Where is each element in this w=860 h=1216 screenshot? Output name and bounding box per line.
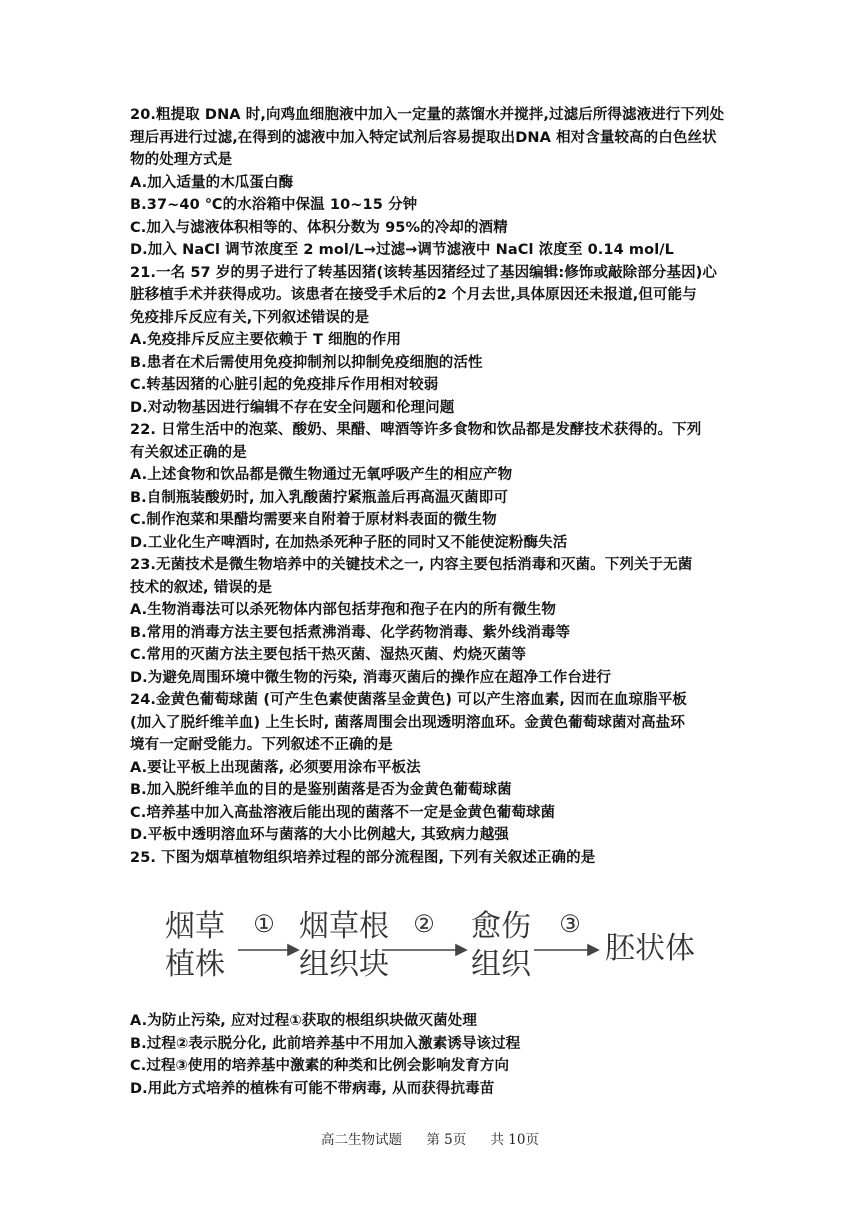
option-b: B.自制瓶装酸奶时, 加入乳酸菌拧紧瓶盖后再高温灭菌即可 bbox=[130, 489, 508, 506]
question-stem-line: 技术的叙述, 错误的是 bbox=[130, 579, 273, 596]
option-d: D.用此方式培养的植株有可能不带病毒, 从而获得抗毒苗 bbox=[130, 1080, 495, 1097]
question-stem-line: 24.金黄色葡萄球菌 (可产生色素使菌落呈金黄色) 可以产生溶血素, 因而在血琼脂平板 bbox=[130, 692, 687, 708]
option-d: D.平板中透明溶血环与菌落的大小比例越大, 其致病力越强 bbox=[130, 827, 509, 843]
flow-node-tobacco-plant bbox=[160, 908, 230, 984]
question-stem-line: 21.一名 57 岁的男子进行了转基因猪(该转基因猪经过了基因编辑:修饰或敲除部分基因)心 bbox=[130, 264, 718, 281]
option-d: D.对动物基因进行编辑不存在安全问题和伦理问题 bbox=[130, 399, 455, 416]
question-list bbox=[130, 104, 730, 869]
option-b: B.过程②表示脱分化, 此前培养基中不用加入激素诱导该过程 bbox=[130, 1035, 521, 1052]
footer-total-pages: 共 10页 bbox=[490, 1132, 539, 1148]
question-stem-line: 22. 日常生活中的泡菜、酸奶、果醋、啤酒等许多食物和饮品都是发酵技术获得的。下列 bbox=[130, 422, 702, 438]
option-a: A.免疫排斥反应主要依赖于 T 细胞的作用 bbox=[130, 332, 402, 348]
question-stem-line: 23.无菌技术是微生物培养中的关键技术之一, 内容主要包括消毒和灭菌。下列关于无菌 bbox=[130, 557, 693, 573]
option-c: C.加入与滤液体积相等的、体积分数为 95%的冷却的酒精 bbox=[130, 219, 508, 236]
question-stem-line: 免疫排斥反应有关,下列叙述错误的是 bbox=[130, 309, 370, 326]
option-a: A.生物消毒法可以杀死物体内部包括芽孢和孢子在内的所有微生物 bbox=[130, 602, 556, 618]
option-a: A.要让平板上出现菌落, 必须要用涂布平板法 bbox=[130, 759, 421, 776]
flow-node-root-tissue bbox=[296, 908, 392, 984]
option-b: B.37~40 ℃的水浴箱中保温 10~15 分钟 bbox=[130, 197, 418, 213]
question-21 bbox=[130, 262, 730, 420]
question-stem-line: 物的处理方式是 bbox=[130, 152, 233, 168]
step-1-label: ① bbox=[253, 910, 275, 938]
option-d: D.工业化生产啤酒时, 在加热杀死种子胚的同时又不能使淀粉酶失活 bbox=[130, 534, 568, 551]
option-b: B.患者在术后需使用免疫抑制剂以抑制免疫细胞的活性 bbox=[130, 354, 483, 371]
question-20 bbox=[130, 104, 730, 262]
option-c: C.常用的灭菌方法主要包括干热灭菌、湿热灭菌、灼烧灭菌等 bbox=[130, 647, 526, 663]
question-stem-line: 境有一定耐受能力。下列叙述不正确的是 bbox=[130, 737, 393, 753]
option-b: B.常用的消毒方法主要包括煮沸消毒、化学药物消毒、紫外线消毒等 bbox=[130, 624, 571, 641]
arrow-3-head bbox=[588, 945, 598, 955]
question-stem-line: 25. 下图为烟草植物组织培养过程的部分流程图, 下列有关叙述正确的是 bbox=[130, 849, 596, 866]
option-b: B.加入脱纤维羊血的目的是鉴别菌落是否为金黄色葡萄球菌 bbox=[130, 782, 512, 798]
option-c: C.转基因猪的心脏引起的免疫排斥作用相对较弱 bbox=[130, 377, 439, 393]
option-d: D.为避免周围环境中微生物的污染, 消毒灭菌后的操作应在超净工作台进行 bbox=[130, 669, 612, 686]
question-25 bbox=[130, 847, 730, 870]
step-3-label: ③ bbox=[559, 910, 581, 938]
page-footer bbox=[0, 1128, 860, 1148]
flow-node-line: 组织 bbox=[471, 947, 531, 982]
option-d: D.加入 NaCl 调节浓度至 2 mol/L→过滤→调节滤液中 NaCl 浓度至 0.14 mol/L bbox=[130, 242, 675, 258]
question-stem-line: 脏移植手术并获得成功。该患者在接受手术后的2 个月去世,具体原因还未报道,但可能与 bbox=[130, 287, 697, 303]
tissue-culture-flowchart bbox=[160, 902, 700, 992]
flow-node-line: 烟草根 bbox=[299, 909, 389, 944]
question-25-options bbox=[130, 1010, 730, 1100]
flow-node-line: 组织块 bbox=[299, 947, 389, 982]
footer-subject: 高二生物试题 bbox=[321, 1132, 403, 1148]
option-c: C.过程③使用的培养基中激素的种类和比例会影响发育方向 bbox=[130, 1058, 510, 1074]
flow-node-embryoid bbox=[600, 930, 700, 968]
question-22 bbox=[130, 419, 730, 554]
option-a: A.加入适量的木瓜蛋白酶 bbox=[130, 174, 294, 191]
option-c: C.培养基中加入高盐溶液后能出现的菌落不一定是金黄色葡萄球菌 bbox=[130, 804, 556, 821]
flow-node-callus bbox=[466, 908, 536, 984]
question-24 bbox=[130, 689, 730, 847]
flow-node-line: 烟草 bbox=[165, 909, 225, 944]
flow-node-line: 植株 bbox=[165, 947, 225, 982]
option-c: C.制作泡菜和果醋均需要来自附着于原材料表面的微生物 bbox=[130, 512, 497, 528]
arrow-2-head bbox=[456, 945, 466, 955]
question-stem-line: 理后再进行过滤,在得到的滤液中加入特定试剂后容易提取出DNA 相对含量较高的白色丝状 bbox=[130, 129, 717, 146]
footer-page-number: 第 5页 bbox=[426, 1132, 467, 1148]
question-23 bbox=[130, 554, 730, 689]
option-a: A.上述食物和饮品都是微生物通过无氧呼吸产生的相应产物 bbox=[130, 467, 513, 483]
option-a: A.为防止污染, 应对过程①获取的根组织块做灭菌处理 bbox=[130, 1013, 477, 1029]
question-stem-line: 20.粗提取 DNA 时,向鸡血细胞液中加入一定量的蒸馏水并搅拌,过滤后所得滤液进行下列处 bbox=[130, 107, 725, 123]
step-2-label: ② bbox=[413, 910, 435, 938]
flow-node-line: 胚状体 bbox=[605, 931, 695, 966]
question-stem-line: (加入了脱纤维羊血) 上生长时, 菌落周围会出现透明溶血环。金黄色葡萄球菌对高盐环 bbox=[130, 714, 685, 731]
flow-node-line: 愈伤 bbox=[471, 909, 531, 944]
question-stem-line: 有关叙述正确的是 bbox=[130, 444, 247, 461]
